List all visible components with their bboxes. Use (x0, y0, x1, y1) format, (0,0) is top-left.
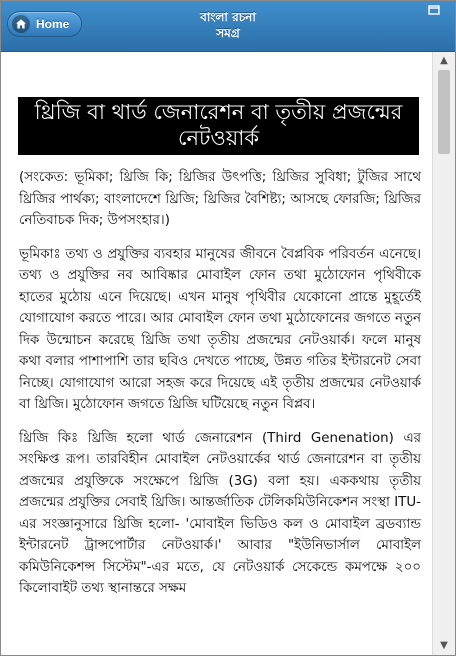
scroll-down-arrow-icon[interactable]: ▼ (440, 640, 448, 651)
home-button-label: Home (36, 17, 70, 31)
home-icon (12, 15, 30, 33)
vertical-scrollbar[interactable] (432, 52, 455, 655)
window-control-icon[interactable] (427, 3, 441, 17)
article-paragraph-what-is-3g: থ্রিজি কিঃ থ্রিজি হলো থার্ড জেনারেশন (Third Genenation) এর সংক্ষিপ্ত রূপ। তারবিহীন মোবাইল নেটওয়ার্কের থার্ড জেনারেশন বা তৃতীয় প্রজন্মের প্রযুক্তিকে সংক্ষেপে থ্রিজি (3G) বলা হয়। এককথায় তৃতীয় প্রজন্মের প্রযুক্তির সেবাই থ্রিজি। আন্তর্জাতিক টেলিকমিউনিকেশন সংস্থা ITU-এর সংজ্ঞানুসারে থ্রিজি হলো- 'মোবাইল ভিডিও কল ও মোবাইল ব্রডব্যান্ড ইন্টারনেট ট্রান্সপোর্টার নেটওয়ার্ক।' আবার "ইউনিভার্সাল মোবাইল কমিউনিকেশন্স সিস্টেম"-এর মতে, যে নেটওয়ার্ক সেকেন্ডে কমপক্ষে ২০০ কিলোবাইট তথ্য স্থানান্তরে সক্ষম (19, 430, 421, 596)
page-title (121, 9, 335, 41)
page-title-line-2: সমগ্র (216, 26, 240, 40)
article-title: থ্রিজি বা থার্ড জেনারেশন বা তৃতীয় প্রজন্মের নেটওয়ার্ক (18, 97, 419, 155)
home-button[interactable] (7, 11, 82, 37)
article-paragraph-intro: ভূমিকাঃ তথ্য ও প্রযুক্তির ব্যবহার মানুষের জীবনে বৈপ্লবিক পরিবর্তন এনেছে। তথ্য ও প্রযুক্তির নব আবিষ্কার মোবাইল ফোন তথা মুঠোফোন পৃথিবীকে হাতের মুঠোয় এনে দিয়েছে। এখন মানুষ পৃথিবীর যেকোনো প্রান্তে মুহূর্তেই যোগাযোগ করতে পারে। আর মোবাইল ফোন তথা মুঠোফোনের জগতে নতুন দিক উন্মোচন করেছে থ্রিজি তথা তৃতীয় প্রজন্মের নেটওয়ার্ক। ফলে মানুষ কথা বলার পাশাপাশি তার ছবিও দেখতে পাচ্ছে, উন্নত গতির ইন্টারনেট সেবা নিচ্ছে। যোগাযোগ আরো সহজ করে দিয়েছে এই তৃতীয় প্রজন্মের নেটওয়ার্ক বা থ্রিজি। মুঠোফোন জগতে থ্রিজি ঘটিয়েছে নতুন বিপ্লব। (19, 246, 421, 412)
scrollbar-thumb[interactable] (438, 70, 450, 154)
page-title-line-1: বাংলা রচনা (200, 10, 256, 24)
article-content (1, 52, 431, 655)
header-bar (1, 1, 455, 52)
article-paragraph-outline: (সংকেত: ভূমিকা; থ্রিজি কি; থ্রিজির উৎপত্তি; থ্রিজির সুবিধা; টুজির সাথে থ্রিজির পার্থক্য; বাংলাদেশে থ্রিজি; থ্রিজির বৈশিষ্ট্য; আসছে ফোরজি; থ্রিজির নেতিবাচক দিক; উপসংহার।) (19, 170, 421, 228)
scroll-up-arrow-icon[interactable]: ▲ (440, 55, 448, 66)
